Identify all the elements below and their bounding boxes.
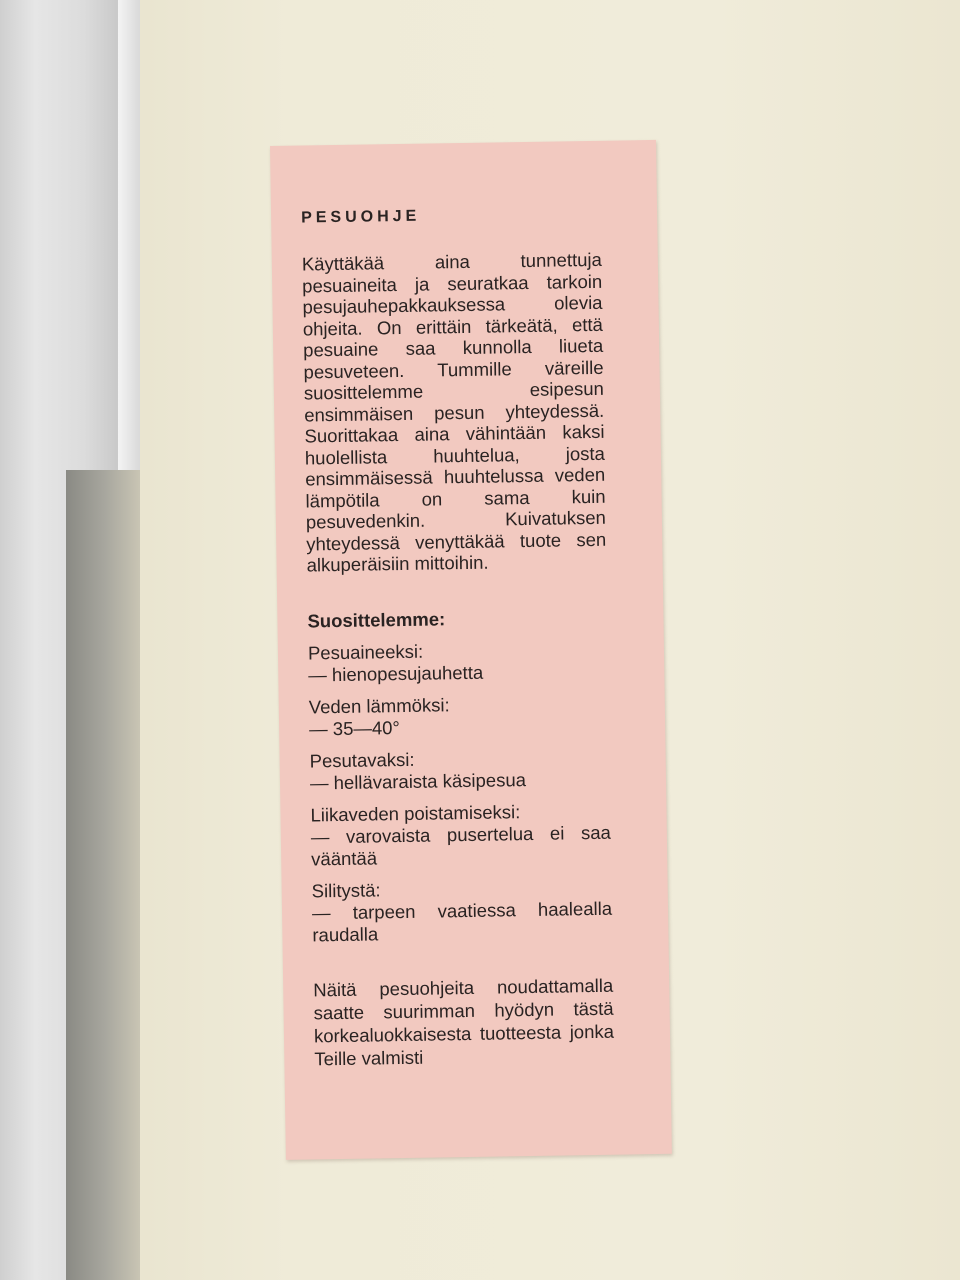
recommend-heading: Suosittelemme: [307,607,446,631]
recommendation-item [308,637,609,686]
recommendation-label: Pesuaineeksi: [307,640,424,663]
card-title: PESUOHJE [301,207,421,227]
shadow-strip [66,470,140,1280]
recommendation-item [310,799,611,870]
recommendation-value: — varovaista pusertelua ei saa vääntää [310,821,611,869]
recommendation-label: Pesutavaksi: [309,748,415,771]
washing-instructions-card [270,140,672,1160]
recommendation-label: Veden lämmöksi: [308,693,450,717]
recommendation-label: Liikaveden poistamiseksi: [310,800,521,825]
closing-text: Näitä pesuohjeita noudattamalla saatte suurimman hyödyn tästä korkealuokkaisesta tuotteesta jonka Teille valmisti [313,974,615,1069]
recommendation-value: — hellävaraista käsipesua [309,768,527,793]
recommendation-item [309,745,610,794]
recommendation-item [309,691,610,740]
recommendation-value: — 35—40° [308,716,401,739]
recommendation-label: Silitystä: [311,878,381,901]
recommendation-value: — hienopesujauhetta [308,661,484,685]
recommendation-item [312,875,613,946]
recommendation-value: — tarpeen vaatiessa haalealla raudalla [311,897,613,945]
card-body-text: Käyttäkää aina tunnettuja pesuaineita ja seuratkaa tarkoin pesujauhepakkauksessa olevia ohjeita. On erittäin tärkeätä, että pesuaine saa kunnolla liueta pesuveteen. Tummille väreille suosittelemme esipesun ensimmäisen pesun yhteydessä. Suorittakaa aina vähintään kaksi huolellista huuhtelua, josta ensimmäisessä huuhtelussa veden lämpötila on sama kuin pesuvedenkin. Kuivatuksen yhteydessä venyttäkää tuote sen alkuperäisiin mittoihin. [301,248,607,576]
card-content [301,205,614,1070]
